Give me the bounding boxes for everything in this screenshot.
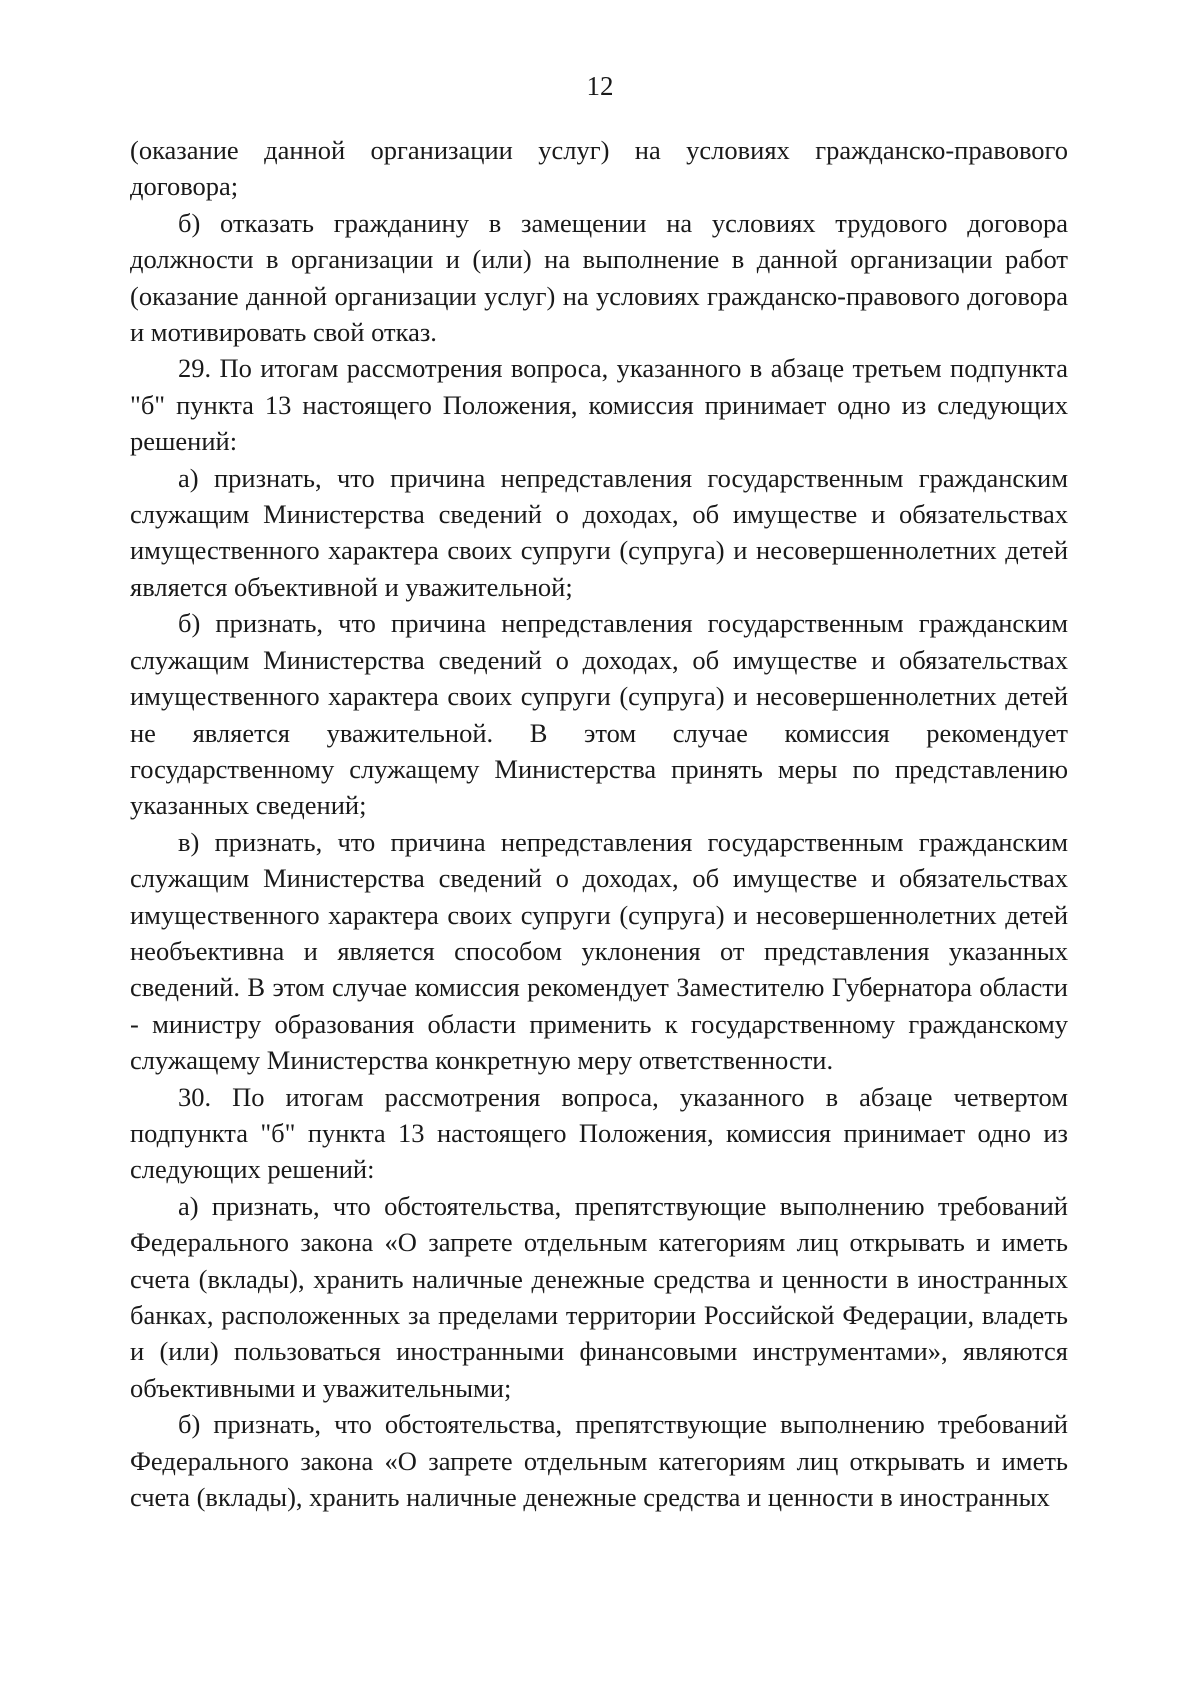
paragraph-29-item-v: в) признать, что причина непредставления государственным гражданским служащим Министерства сведений о доходах, об имуществе и обязательствах имущественного характера своих супруги (супруга) и несовершеннолетних детей необъективна и является способом уклонения от представления указанных сведений. В этом случае комиссия рекомендует Заместителю Губернатора области - министру образования области применить к государственному гражданскому служащему Министерства конкретную меру ответственности. <box>130 826 1068 1076</box>
paragraph-item-b-refuse: б) отказать гражданину в замещении на условиях трудового договора должности в организации и (или) на выполнение в данной организации работ (оказание данной организации услуг) на условиях гражданско-правового договора и мотивировать свой отказ. <box>130 207 1068 348</box>
paragraph-clause-29: 29. По итогам рассмотрения вопроса, указанного в абзаце третьем подпункта "б" пункта 13 настоящего Положения, комиссия принимает одно из следующих решений: <box>130 353 1068 457</box>
paragraph-29-item-a: а) признать, что причина непредставления государственным гражданским служащим Министерства сведений о доходах, об имуществе и обязательствах имущественного характера своих супруги (супруга) и несовершеннолетних детей является объективной и уважительной; <box>130 462 1068 602</box>
paragraph-clause-30: 30. По итогам рассмотрения вопроса, указанного в абзаце четвертом подпункта "б" пункта 13 настоящего Положения, комиссия принимает одно из следующих решений: <box>130 1081 1068 1185</box>
paragraph-continuation: (оказание данной организации услуг) на условиях гражданско-правового договора; <box>130 135 1068 202</box>
paragraph-30-item-a: а) признать, что обстоятельства, препятствующие выполнению требований Федерального закона «О запрете отдельным категориям лиц открывать и иметь счета (вклады), хранить наличные денежные средства и ценности в иностранных банках, расположенных за пределами территории Российской Федерации, владеть и (или) пользоваться иностранными финансовыми инструментами», являются объективными и уважительными; <box>130 1190 1068 1403</box>
page-number: 12 <box>586 71 614 101</box>
document-body <box>130 132 1068 1515</box>
paragraph-30-item-b: б) признать, что обстоятельства, препятствующие выполнению требований Федерального закона «О запрете отдельным категориям лиц открывать и иметь счета (вклады), хранить наличные денежные средства и ценности в иностранных <box>130 1409 1068 1513</box>
paragraph-29-item-b: б) признать, что причина непредставления государственным гражданским служащим Министерства сведений о доходах, об имуществе и обязательствах имущественного характера своих супруги (супруга) и несовершеннолетних детей не является уважительной. В этом случае комиссия рекомендует государственному служащему Министерства принять меры по представлению указанных сведений; <box>130 608 1068 821</box>
